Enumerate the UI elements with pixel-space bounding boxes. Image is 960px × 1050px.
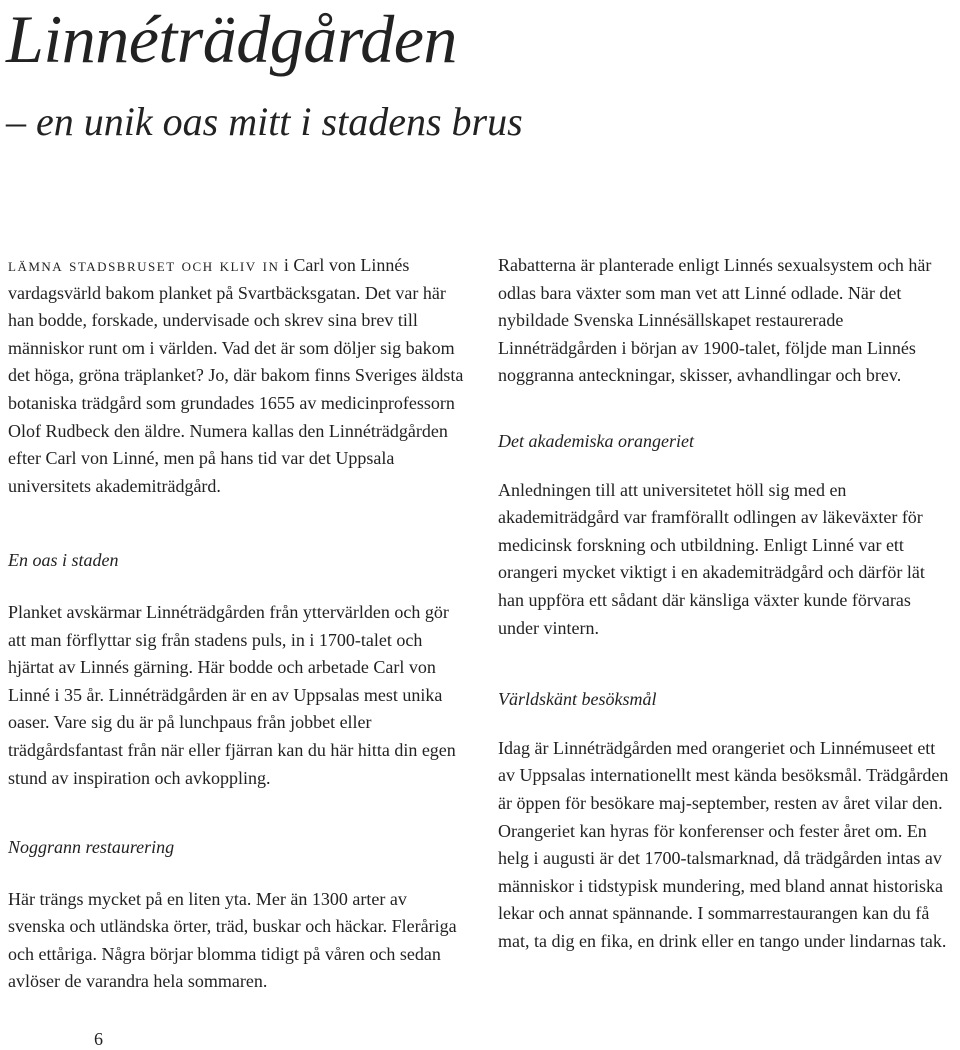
paragraph-varldskant-besoksmal: Idag är Linnéträdgården med orangeriet och Linnémuseet ett av Uppsalas internationellt mest kända besöksmål. Trädgården är öppen för besökare maj-september, resten av året vilar den. Orangeriet kan hyras för konferenser och fester året om. En helg i augusti är det 1700-talsmarknad, då trädgården intas av människor i tidstypisk mundering, med bland annat historiska lekar och annat spännande. I sommarrestaurangen kan du få mat, ta dig en fika, en drink eller en tango under lindarnas tak. — [498, 737, 949, 951]
page-subtitle: – en unik oas mitt i stadens brus — [6, 99, 523, 144]
intro-body: i Carl von Linnés vardagsvärld bakom planket på Svartbäcksgatan. Det var här han bodde, forskade, undervisade och skrev sina brev till människor runt om i världen. Vad det är som döljer sig bakom det höga, gröna träplanket? Jo, där bakom finns Sveriges äldsta botaniska trädgård som grundades 1655 av medicinprofessorn Olof Rudbeck den äldre. Numera kallas den Linnéträdgården efter Carl von Linné, men på hans tid var det Uppsala universitets akademiträdgård. — [8, 255, 464, 496]
intro-lead-in: lämna stadsbruset och kliv in — [8, 255, 280, 275]
heading-noggrann-restaurering: Noggrann restaurering — [8, 837, 175, 858]
heading-oas-i-staden: En oas i staden — [8, 550, 119, 571]
paragraph-oas-i-staden: Planket avskärmar Linnéträdgården från yttervärlden och gör att man förflyttar sig från stadens puls, in i 1700-talet och hjärtat av Linnés gärning. Här bodde och arbetade Carl von Linné i 35 år. Linnéträdgården är en av Uppsalas mest unika oaser. Vare sig du är på lunchpaus från jobbet eller trädgårdsfantast från när eller fjärran kan du här hitta din egen stund av inspiration och avkoppling. — [8, 601, 456, 788]
heading-varldskant-besoksmal: Världskänt besöksmål — [498, 689, 657, 710]
paragraph-rabatterna: Rabatterna är planterade enligt Linnés sexualsystem och här odlas bara växter som man vet att Linné odlade. När det nybildade Svenska Linnésällskapet restaurerade Linnéträdgården i början av 1900-talet, följde man Linnés noggranna anteckningar, skisser, avhandlingar och brev. — [498, 255, 932, 386]
page-number: 6 — [94, 1029, 103, 1049]
intro-paragraph — [8, 252, 466, 500]
page-title: Linnéträdgården — [6, 1, 457, 77]
paragraph-noggrann-restaurering: Här trängs mycket på en liten yta. Mer än 1300 arter av svenska och utländska örter, träd, buskar och häckar. Fleråriga och ettåriga. Några börjar blomma tidigt på våren och sedan avlöser de varandra hela sommaren. — [8, 888, 457, 992]
heading-akademiska-orangeriet: Det akademiska orangeriet — [498, 430, 694, 451]
right-column — [498, 252, 954, 955]
left-column — [8, 252, 466, 996]
paragraph-akademiska-orangeriet: Anledningen till att universitetet höll sig med en akademiträdgård var framförallt odlingen av läkeväxter för medicinsk forskning och utbildning. Enligt Linné var ett orangeri mycket viktigt i en akademiträdgård och därför lät han uppföra ett sådant där känsliga växter kunde förvaras under vintern. — [498, 479, 925, 638]
